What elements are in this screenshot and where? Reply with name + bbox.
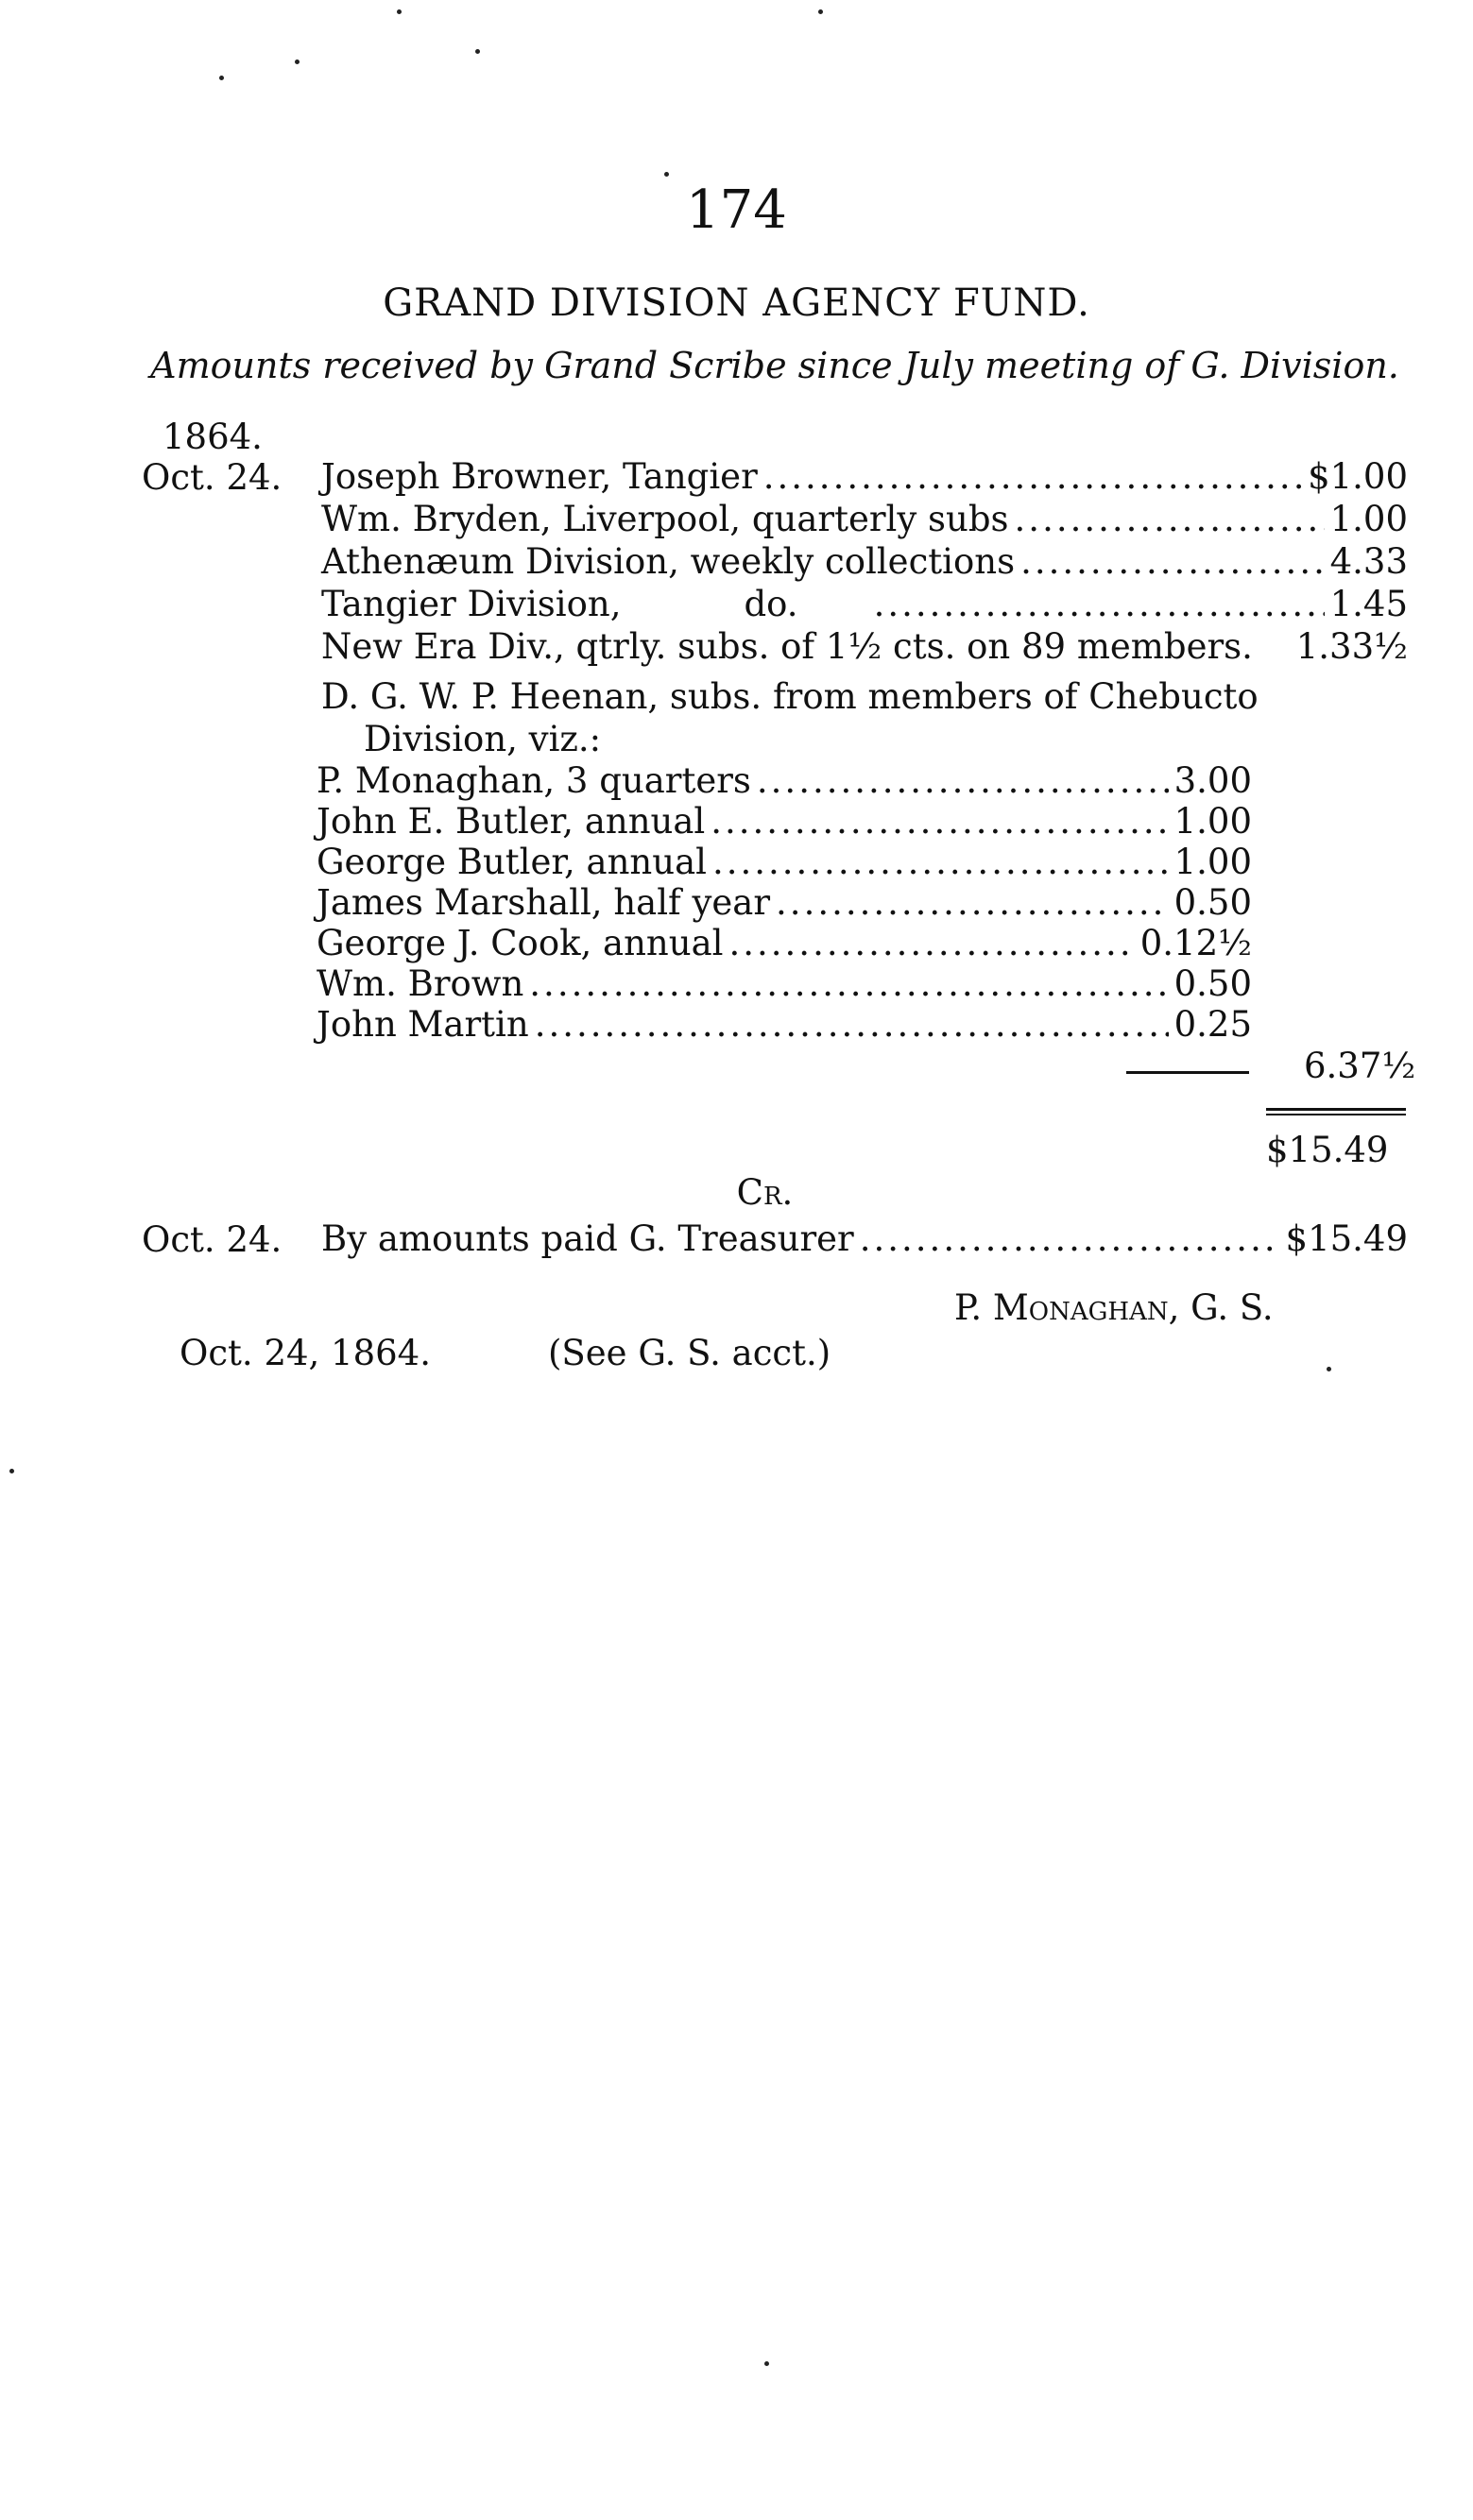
subtotal-amount: 6.37½ [1304, 1046, 1416, 1086]
sub-item-amount: 0.25 [1173, 1004, 1252, 1045]
leader-dots [757, 760, 1169, 801]
receipt-amount: 1.33½ [1295, 626, 1408, 667]
leader-dots [1020, 541, 1325, 582]
leader-dots [529, 963, 1168, 1004]
total-rule-double [1266, 1114, 1406, 1115]
receipt-row [321, 499, 1408, 539]
leader-dots [1015, 499, 1325, 539]
receipt-label: Athenæum Division, weekly collections [321, 541, 1016, 582]
sub-item-amount: 3.00 [1173, 760, 1252, 801]
footer-date: Oct. 24, 1864. [180, 1333, 431, 1373]
scan-speck [664, 172, 669, 177]
scan-speck [1327, 1367, 1331, 1371]
ditto-mark: do. [744, 584, 798, 624]
receipt-amount: $1.00 [1308, 456, 1408, 497]
scan-speck [818, 9, 823, 14]
leader-dots [874, 584, 1325, 624]
sub-item-label: John E. Butler, annual [317, 801, 706, 842]
sub-item-row [317, 963, 1252, 1004]
receipt-label: Wm. Bryden, Liverpool, quarterly subs [321, 499, 1009, 539]
leader-dots [535, 1004, 1169, 1045]
receipt-row [321, 541, 1408, 582]
receipt-row [321, 456, 1408, 497]
receipt-row [321, 626, 1408, 667]
leader-dots [776, 882, 1169, 923]
receipt-row [321, 584, 1408, 624]
sub-item-amount: 1.00 [1173, 801, 1252, 842]
sub-item-amount: 0.12½ [1139, 923, 1252, 963]
sub-item-amount: 0.50 [1173, 963, 1252, 1004]
scan-speck [9, 1469, 14, 1473]
sub-item-label: P. Monaghan, 3 quarters [317, 760, 751, 801]
scan-speck [475, 49, 480, 54]
receipt-label: Tangier Division, [321, 584, 622, 624]
total-rule [1266, 1108, 1406, 1111]
page-title: GRAND DIVISION AGENCY FUND. [383, 281, 1090, 325]
sub-item-label: George J. Cook, annual [317, 923, 724, 963]
credit-amount: $15.49 [1285, 1218, 1408, 1259]
credit-date: Oct. 24. [142, 1219, 283, 1260]
sub-item-amount: 0.50 [1173, 882, 1252, 923]
signature: P. Monaghan, G. S. [954, 1287, 1274, 1328]
scan-speck [397, 9, 402, 14]
sub-item-row [317, 842, 1252, 882]
page-subtitle: Amounts received by Grand Scribe since July meeting of G. Division. [150, 345, 1399, 386]
leader-dots [763, 456, 1302, 497]
credit-label: By amounts paid G. Treasurer [321, 1218, 854, 1259]
receipt-amount: 1.00 [1329, 499, 1408, 539]
sub-item-row [317, 1004, 1252, 1045]
receipt-label: New Era Div., qtrly. subs. of 1½ cts. on 89 members. [321, 626, 1253, 667]
sub-item-row [317, 882, 1252, 923]
scan-speck [295, 60, 300, 64]
sub-item-row [317, 923, 1252, 963]
total-amount: $15.49 [1266, 1130, 1389, 1170]
receipt-amount: 4.33 [1329, 541, 1408, 582]
sub-item-row [317, 760, 1252, 801]
sub-header-line-2: Division, viz.: [364, 719, 602, 759]
leader-dots [711, 801, 1168, 842]
subtotal-dash [1126, 1071, 1249, 1074]
sub-item-label: James Marshall, half year [317, 882, 771, 923]
scan-speck [764, 2361, 769, 2366]
sub-item-row [317, 801, 1252, 842]
footer-note: (See G. S. acct.) [548, 1333, 831, 1373]
sub-item-label: Wm. Brown [317, 963, 524, 1004]
leader-dots [860, 1218, 1280, 1259]
credit-row [321, 1218, 1408, 1259]
leader-dots [712, 842, 1169, 882]
page-number: 174 [686, 179, 787, 241]
sub-item-label: George Butler, annual [317, 842, 707, 882]
sub-header-line-1: D. G. W. P. Heenan, subs. from members of Chebucto [321, 676, 1259, 717]
credit-heading: Cr. [736, 1172, 794, 1213]
leader-dots [729, 923, 1135, 963]
sub-item-amount: 1.00 [1173, 842, 1252, 882]
receipt-amount: 1.45 [1329, 584, 1408, 624]
sub-item-label: John Martin [317, 1004, 529, 1045]
receipt-label: Joseph Browner, Tangier [321, 456, 758, 497]
scan-speck [219, 76, 224, 80]
year-label: 1864. [163, 417, 263, 457]
entry-date: Oct. 24. [142, 457, 283, 498]
